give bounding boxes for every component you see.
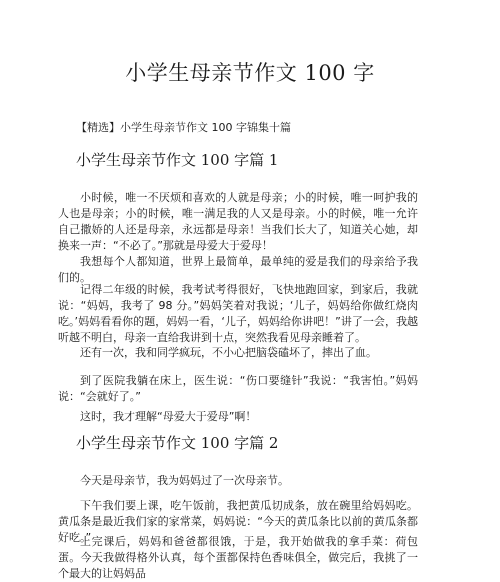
paragraph: 我想每个人都知道，世界上最简单，最单纯的爱是我们的母亲给予我们的。	[58, 255, 418, 284]
section-heading-2: 小学生母亲节作文 100 字篇 2	[76, 434, 279, 452]
paragraph: 到了医院我躺在床上，医生说：“伤口要缝针”我说：“我害怕。”妈妈说：“会就好了。”	[58, 374, 418, 403]
section-heading-1: 小学生母亲节作文 100 字篇 1	[76, 151, 279, 169]
paragraph: 还有一次，我和同学疯玩，不小心把脑袋磕坏了，摔出了血。	[80, 346, 377, 359]
document-subtitle: 【精选】小学生母亲节作文 100 字锦集十篇	[76, 121, 291, 134]
paragraph: 小时候，唯一不厌烦和喜欢的人就是母亲；小的时候，唯一呵护我的人也是母亲；小的时候，唯一满足我的人又是母亲。小的时候，唯一允许自己撒娇的人还是母亲，永远都是母亲！当我们长大了，知道关心她，却换来一声：“不必了。”那就是母爱大于爱母！	[58, 191, 418, 252]
paragraph: 今天是母亲节，我为妈妈过了一次母亲节。	[80, 474, 289, 487]
paragraph: 下午我们要上课，吃午饭前，我把黄瓜切成条，放在碗里给妈妈吃。黄瓜条是最近我们家的家常菜，妈妈说：“今天的黄瓜条比以前的黄瓜条都好吃。”	[58, 499, 418, 544]
document-title: 小学生母亲节作文 100 字	[125, 61, 375, 85]
paragraph: 这时，我才理解“母爱大于爱母”啊！	[80, 410, 257, 423]
paragraph: 上完课后，妈妈和爸爸都很饿，于是，我开始做我的拿手菜：荷包蛋。今天我做得格外认真，每个蛋都保持色香味俱全，做完后，我挑了一个最大的让妈妈品	[58, 535, 418, 580]
paragraph: 记得二年级的时候，我考试考得很好，飞快地跑回家，到家后，我就说：“妈妈，我考了 98 分。”妈妈笑着对我说；‘儿子，妈妈给你做红烧肉吃。’妈妈看看你的题，妈妈一看，‘儿子，妈妈给你讲吧！”讲了一会，我越听越不明白，母亲一直给我讲到十点，突然我看见母亲睡着了。	[58, 283, 418, 344]
